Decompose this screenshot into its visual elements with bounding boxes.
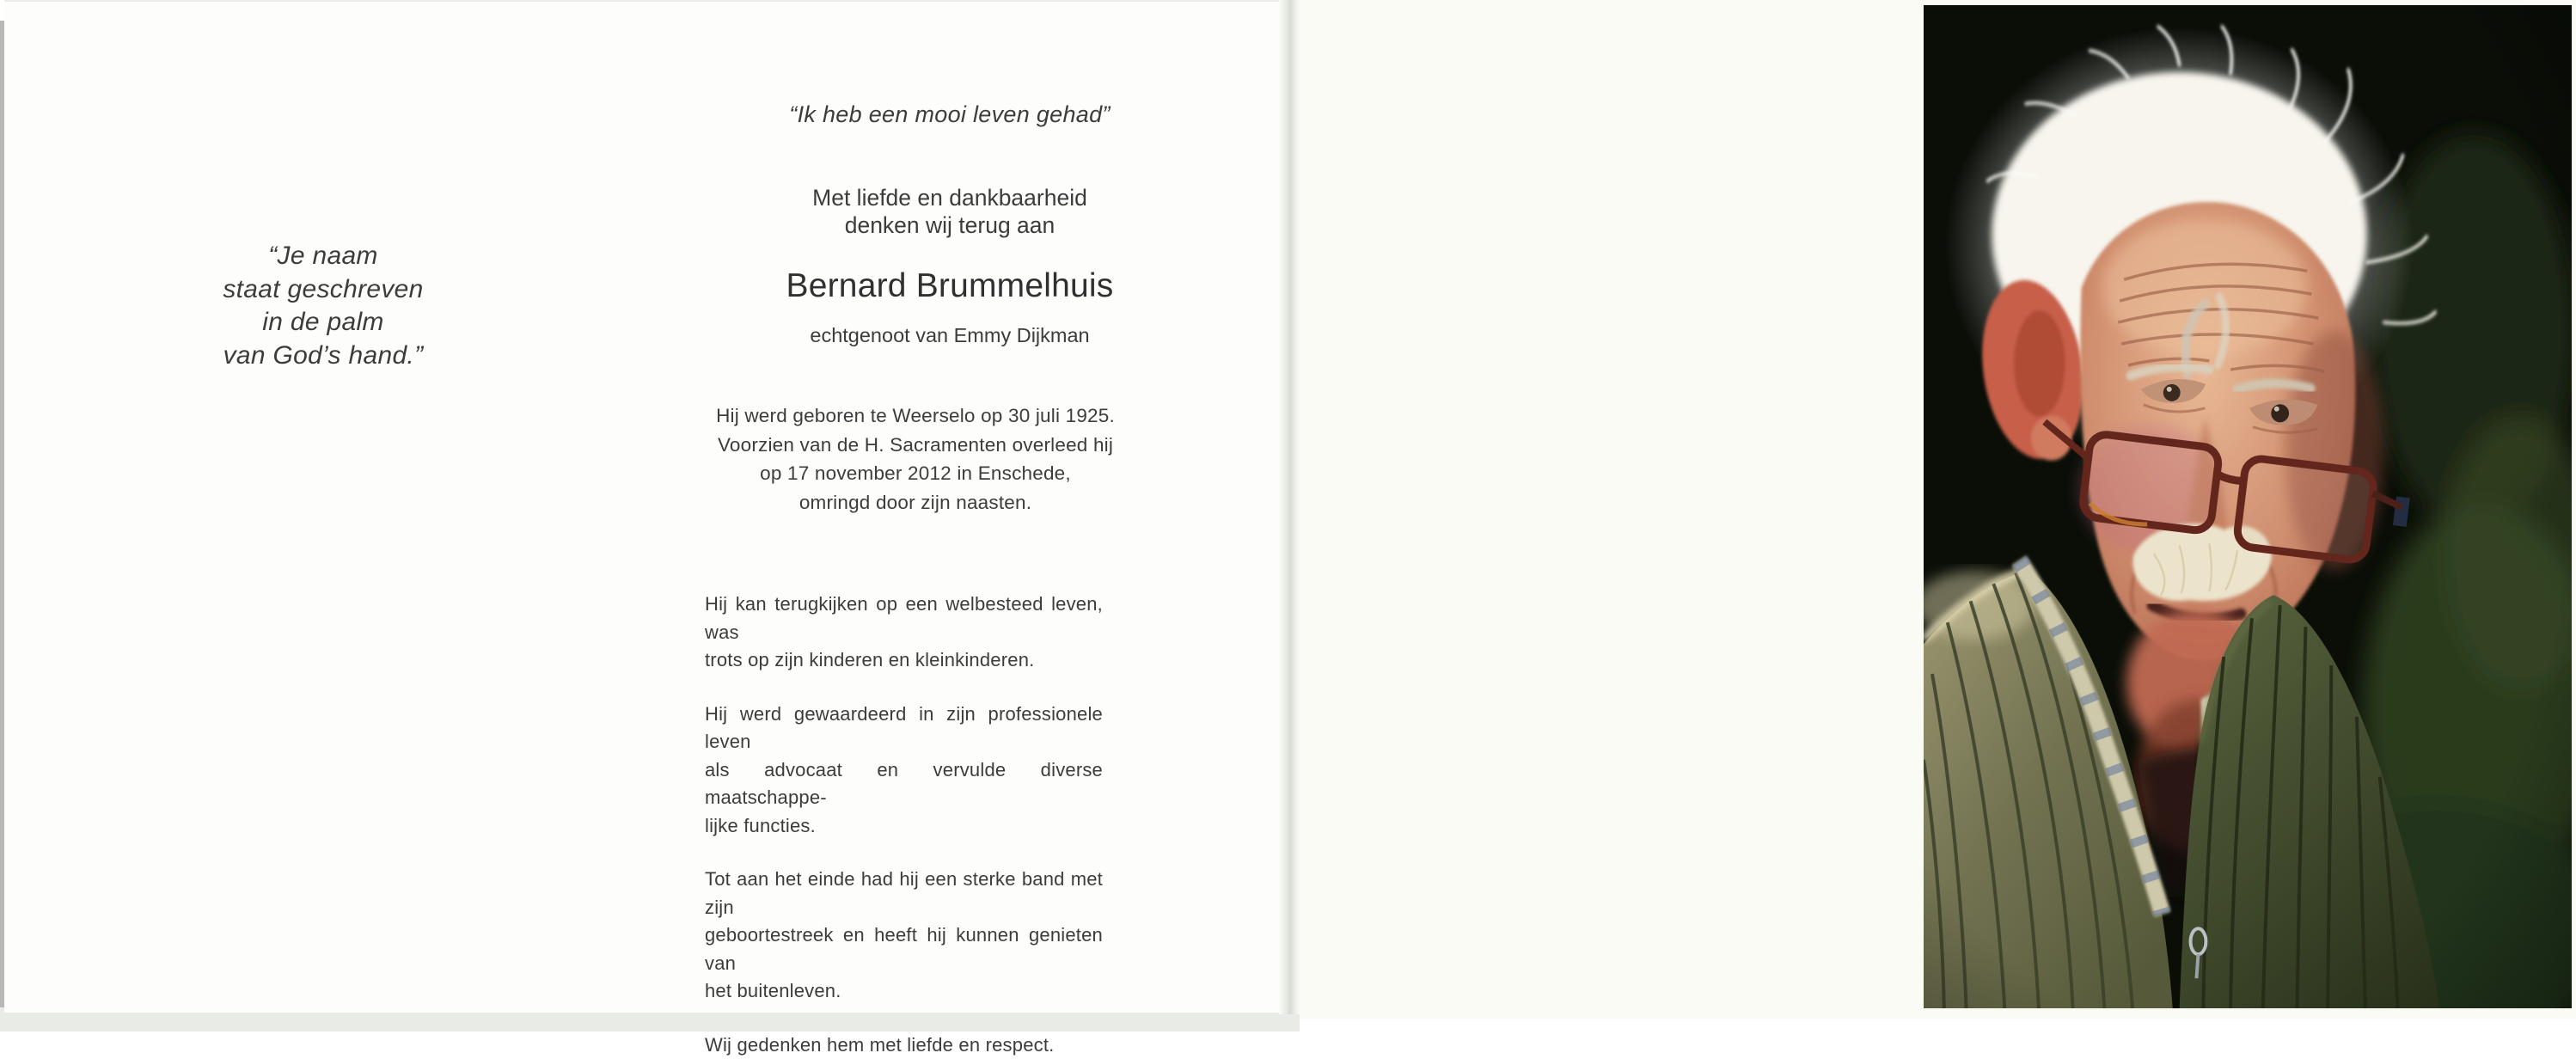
paragraph-line: Wij gedenken hem met liefde en respect. bbox=[705, 1031, 1103, 1059]
paragraph bbox=[705, 591, 1103, 675]
relation-line: echtgenoot van Emmy Dijkman bbox=[705, 324, 1195, 347]
paragraph-line: het buitenleven. bbox=[705, 977, 1103, 1006]
paragraph-line: geboortestreek en heeft hij kunnen genieten van bbox=[705, 921, 1103, 977]
card-inner-spread bbox=[4, 2, 1279, 1013]
paragraph bbox=[705, 701, 1103, 841]
paragraph-line: Hij werd gewaardeerd in zijn professionele leven bbox=[705, 701, 1103, 756]
quote-line: van God’s hand.” bbox=[147, 340, 499, 373]
paragraph-line: Tot aan het einde had hij een sterke band met zijn bbox=[705, 866, 1103, 921]
page-fold-edge bbox=[1279, 0, 1300, 1014]
life-dates-line: Hij werd geboren te Weerselo op 30 juli 1925. bbox=[670, 401, 1160, 431]
paragraph-line: als advocaat en vervulde diverse maatschappe- bbox=[705, 756, 1103, 812]
quote-line: staat geschreven bbox=[147, 273, 499, 307]
card-cover bbox=[1300, 0, 2576, 1019]
paragraph-line: Hij kan terugkijken op een welbesteed leven, was bbox=[705, 591, 1103, 646]
life-dates-line: omringd door zijn naasten. bbox=[670, 488, 1160, 517]
intro-lines bbox=[705, 184, 1195, 239]
deceased-name: Bernard Brummelhuis bbox=[705, 267, 1195, 305]
photo-vignette bbox=[1924, 5, 2572, 1008]
opening-quote: “Ik heb een mooi leven gehad” bbox=[705, 101, 1195, 128]
intro-line: Met liefde en dankbaarheid bbox=[705, 184, 1195, 211]
life-dates bbox=[670, 401, 1160, 517]
life-dates-line: Voorzien van de H. Sacramenten overleed hij bbox=[670, 431, 1160, 460]
life-dates-line: op 17 november 2012 in Enschede, bbox=[670, 459, 1160, 488]
paragraph bbox=[705, 866, 1103, 1006]
paragraph-line: lijke functies. bbox=[705, 812, 1103, 841]
quote-line: “Je naam bbox=[147, 240, 499, 273]
paragraph-line: trots op zijn kinderen en kleinkinderen. bbox=[705, 646, 1103, 675]
memorial-body bbox=[705, 591, 1103, 1059]
left-page-quote bbox=[147, 240, 499, 372]
paragraph bbox=[705, 1031, 1103, 1059]
intro-line: denken wij terug aan bbox=[705, 211, 1195, 239]
quote-line: in de palm bbox=[147, 306, 499, 340]
portrait-photo bbox=[1924, 5, 2572, 1008]
